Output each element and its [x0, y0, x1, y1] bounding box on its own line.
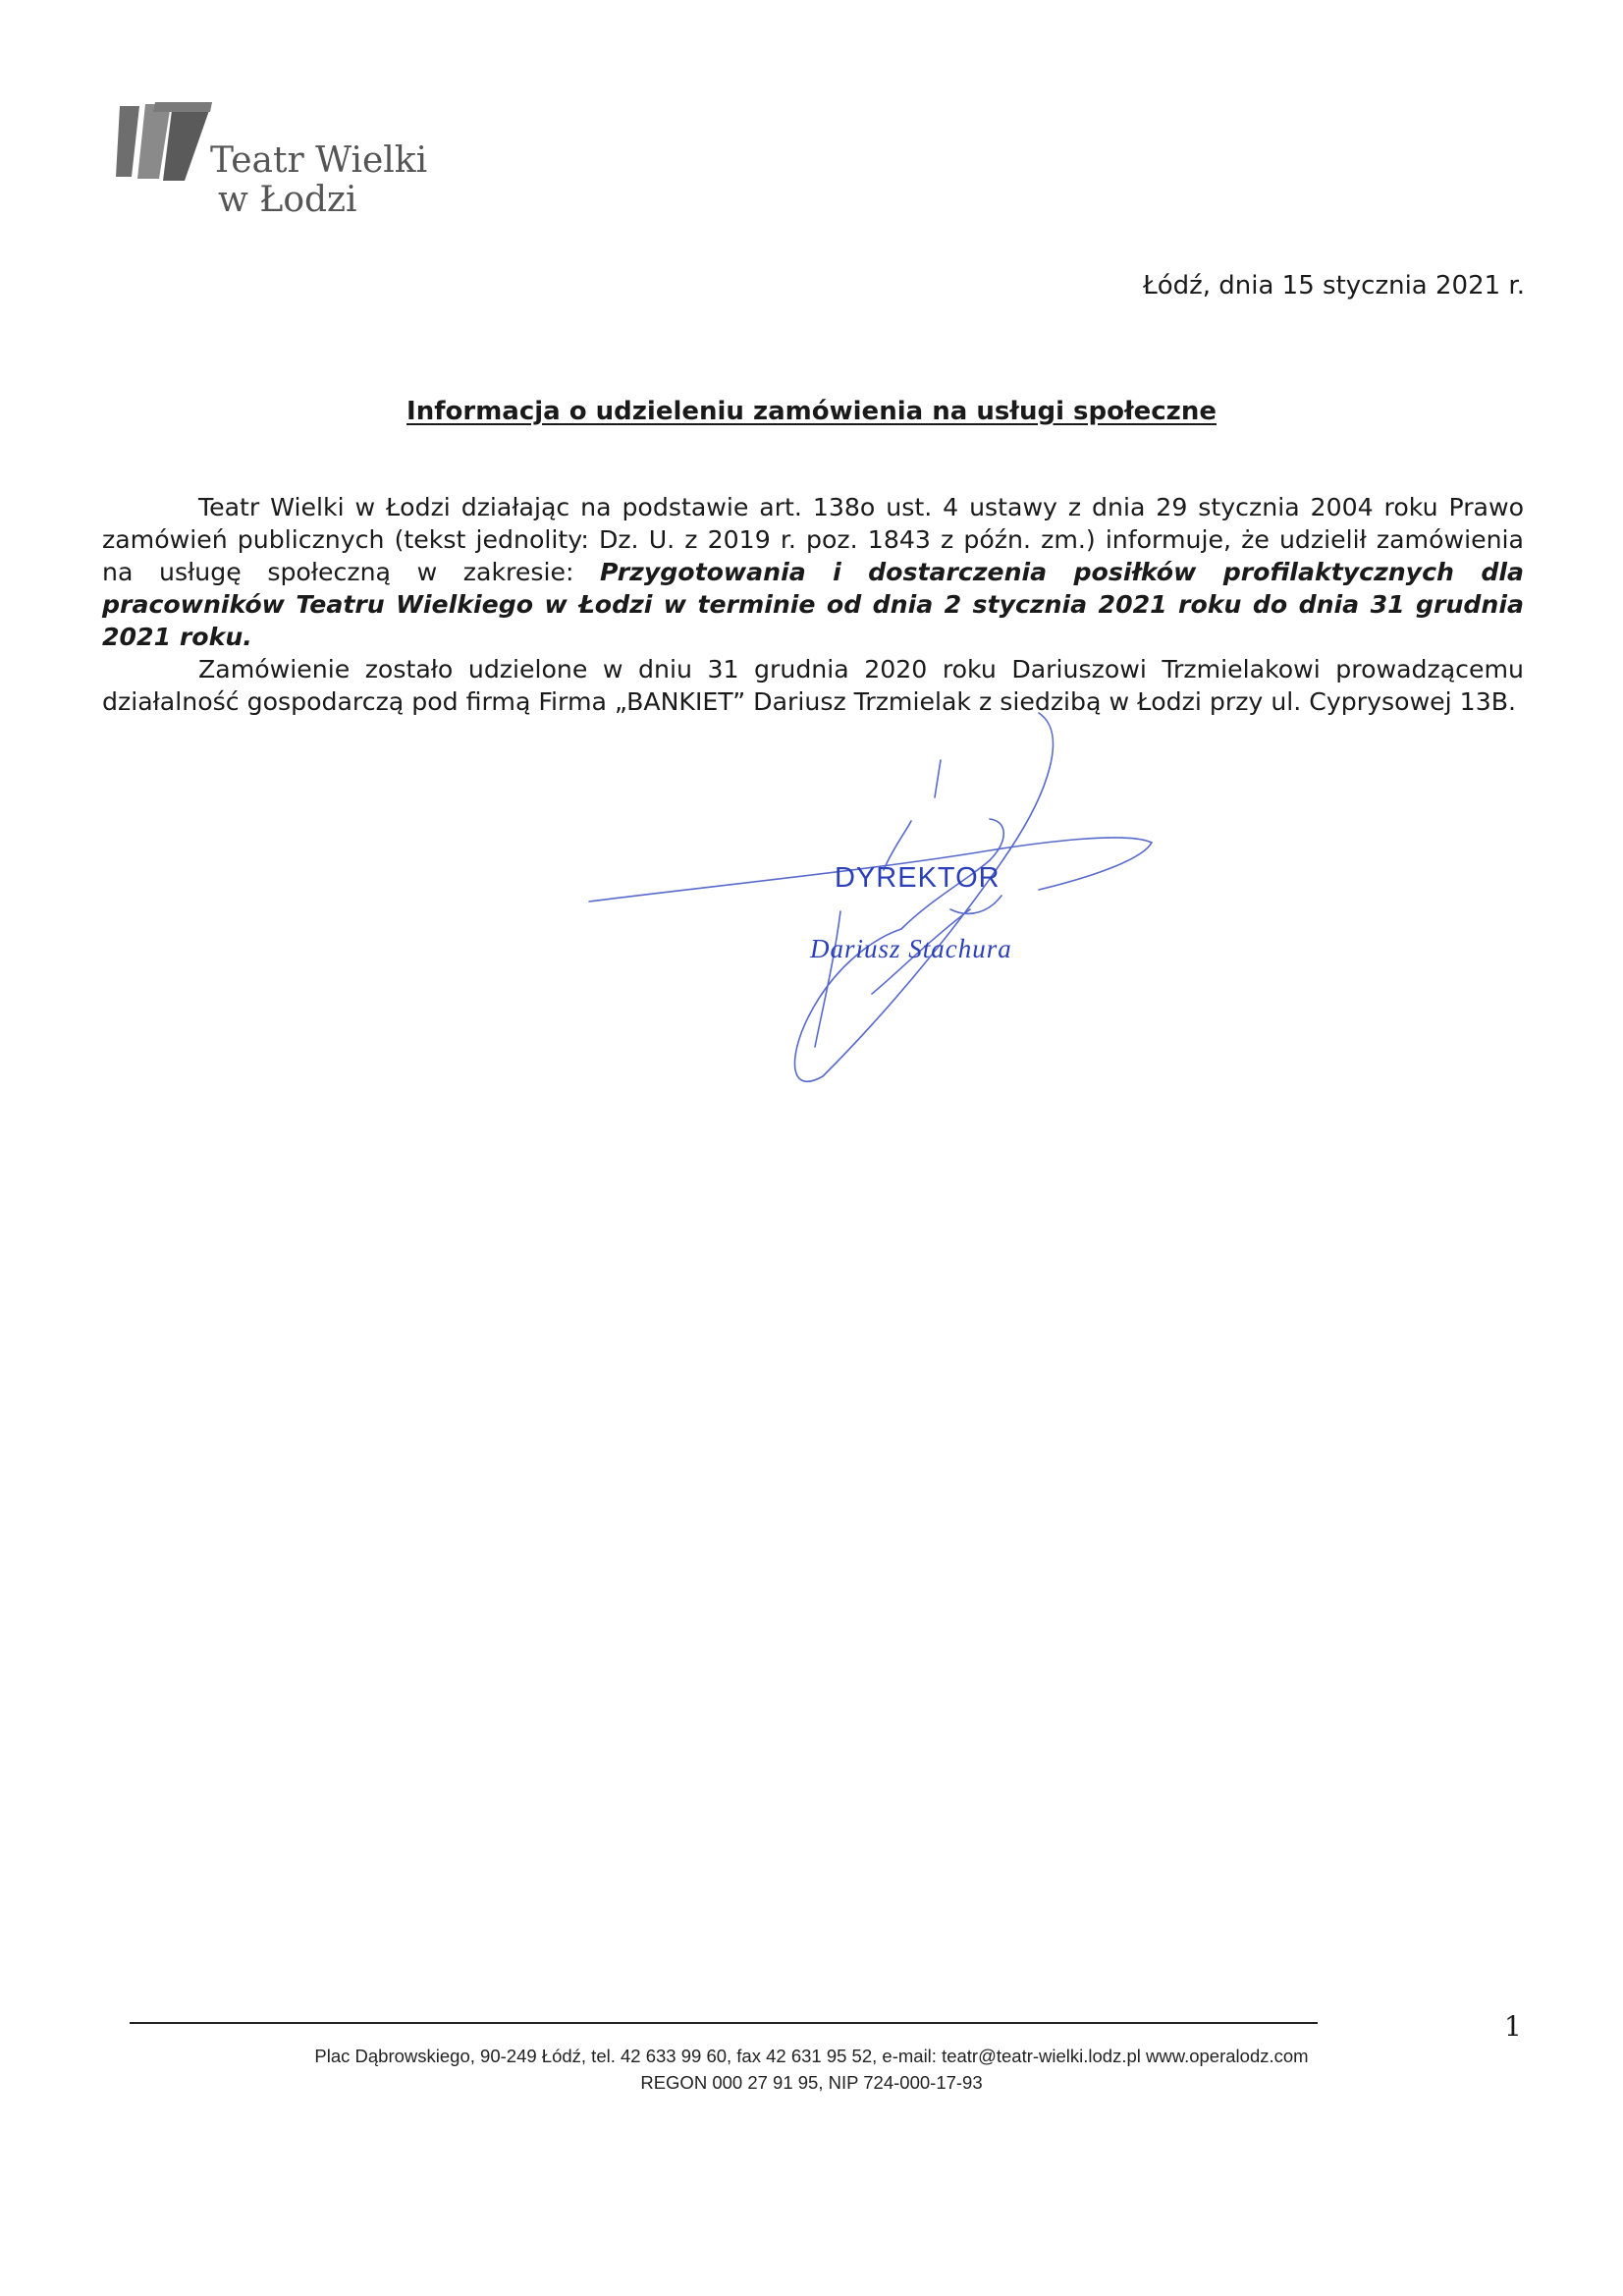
- paragraph-intro: Teatr Wielki w Łodzi działając na podstawie art. 138o ust. 4 ustawy z dnia 29 stycznia 2004 roku Prawo zamówień publicznych (tekst jednolity: Dz. U. z 2019 r. poz. 1843 z późn. zm.) informuje, że udzielił zamówienia na usługę społeczną w zakresie:: [102, 493, 1524, 586]
- contract-subject: Przygotowania i dostarczenia posiłków profilaktycznych dla pracowników Teatru Wielkiego w Łodzi w terminie od dnia 2 stycznia 2021 roku do dnia 31 grudnia 2021 roku.: [102, 558, 1524, 651]
- footer-divider: [130, 2022, 1318, 2024]
- letterhead-logo: [116, 102, 430, 220]
- footer-registry: REGON 000 27 91 95, NIP 724-000-17-93: [640, 2072, 983, 2093]
- footer-address: Plac Dąbrowskiego, 90-249 Łódź, tel. 42 633 99 60, fax 42 631 95 52, e-mail: teatr@teatr-wielki.lodz.pl www.operalodz.com: [314, 2046, 1309, 2066]
- signatory-role: DYREKTOR: [835, 862, 1001, 894]
- handwritten-signature-icon: [577, 703, 1166, 1096]
- page-number: 1: [1504, 2010, 1522, 2043]
- signatory-name: Dariusz Stachura: [810, 934, 1012, 963]
- logo-name: Teatr Wielki: [210, 140, 428, 181]
- document-body: [102, 491, 1524, 718]
- paragraph-contractor: Zamówienie zostało udzielone w dniu 31 grudnia 2020 roku Dariuszowi Trzmielakowi prowadzącemu działalność gospodarczą pod firmą Firma „BANKIET” Dariusz Trzmielak z siedzibą w Łodzi przy ul. Cyprysowej 13B.: [102, 655, 1524, 716]
- document-title: Informacja o udzieleniu zamówienia na usługi społeczne: [406, 397, 1217, 426]
- theatre-logo-icon: [116, 102, 214, 181]
- place-date: Łódź, dnia 15 stycznia 2021 r.: [1143, 271, 1525, 301]
- paragraph-award-basis: [102, 491, 1524, 653]
- logo-city: w Łodzi: [218, 180, 357, 220]
